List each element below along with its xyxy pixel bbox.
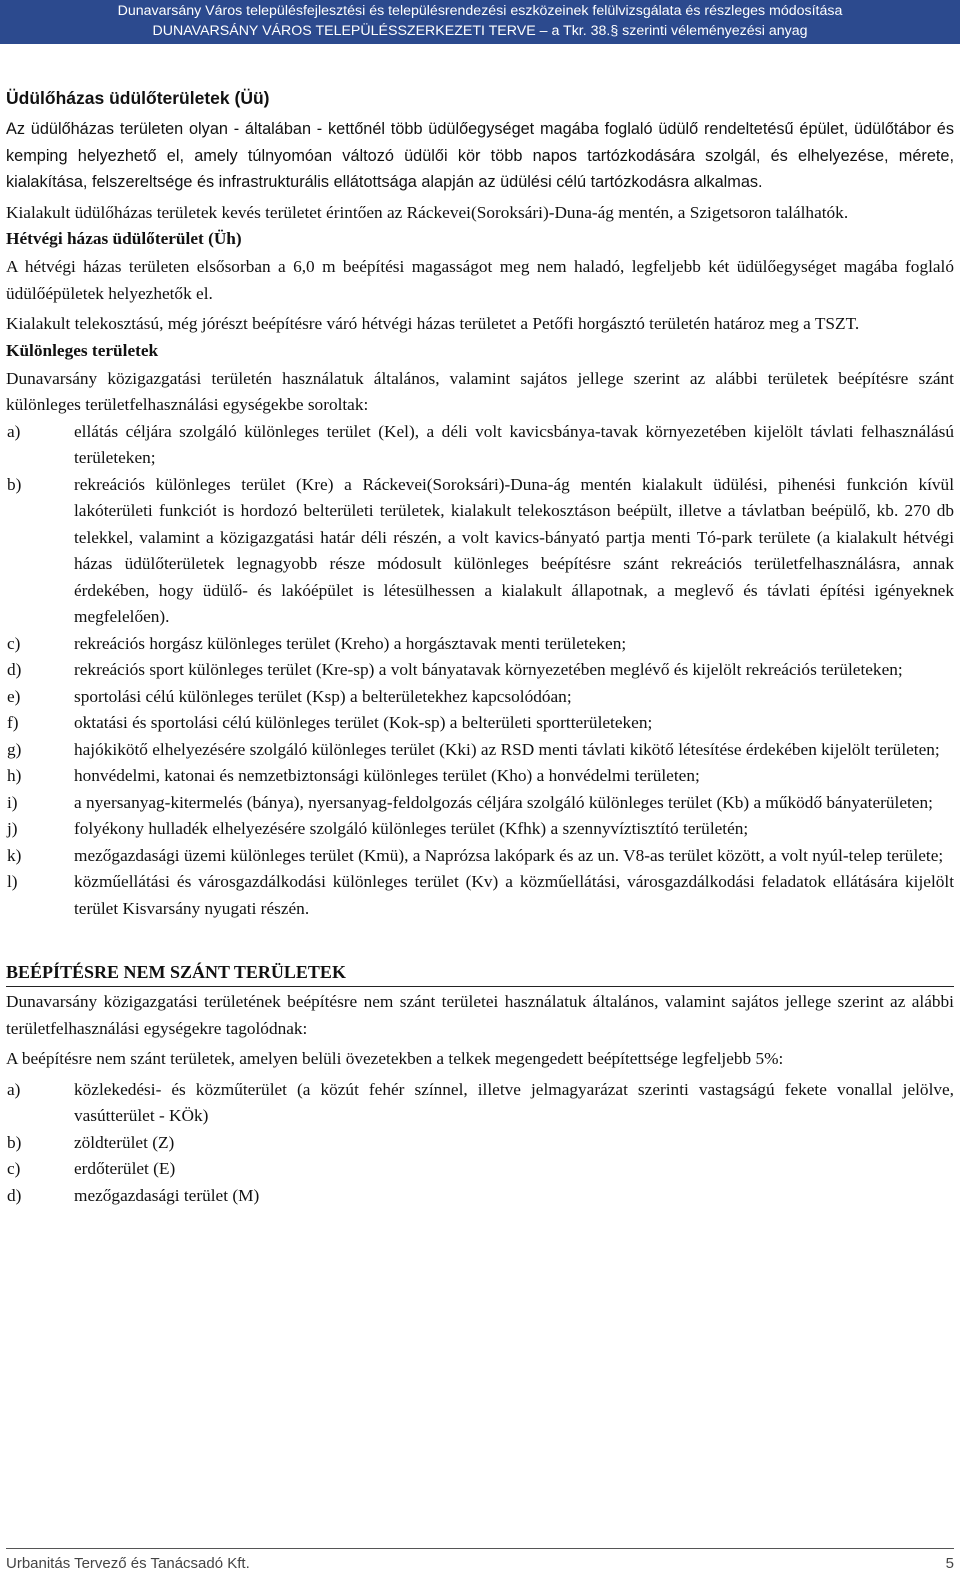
paragraph-uu-2: Kialakult üdülőházas területek kevés területet érintően az Ráckevei(Soroksári)-Duna-ág mentén, a Szigetsoron találhatók. xyxy=(6,202,849,222)
page-footer xyxy=(6,1548,954,1572)
list-item-text: mezőgazdasági üzemi különleges terület (Kmü), a Naprózsa lakópark és az un. V8-as terület között, a volt nyúl-telep területe; xyxy=(74,845,944,865)
list-item-label: c) xyxy=(7,633,21,653)
paragraph-uh-2: Kialakult telekosztású, még jórészt beépítésre váró hétvégi házas területet a Petőfi horgásztó területén határoz meg a TSZT. xyxy=(6,314,860,333)
list-item xyxy=(6,869,954,922)
list-item-label: b) xyxy=(7,474,22,494)
list-item xyxy=(6,843,954,870)
list-item-text: zöldterület (Z) xyxy=(74,1132,175,1152)
list-item-label: c) xyxy=(7,1159,21,1178)
list-item-text: folyékony hulladék elhelyezésére szolgáló különleges terület (Kfhk) a szennyvíztisztító területén; xyxy=(74,819,749,838)
list-item-label: g) xyxy=(7,739,22,759)
section-title-nem-szant: BEÉPÍTÉSRE NEM SZÁNT TERÜLETEK xyxy=(6,960,954,987)
list-item-label: d) xyxy=(7,660,22,679)
list-item xyxy=(6,1077,954,1130)
list-item xyxy=(6,1183,954,1210)
list-item xyxy=(6,472,954,631)
paragraph-uu-1: Az üdülőházas területen olyan - általában - kettőnél több üdülőegységet magába foglaló üdülő rendeltetésű épület, üdülőtábor és kemping helyezhető el, amely túlnyomóan változó üdülői kör több napos tartózkodására szolgál, és elhelyezése, mérete, kialakítása, felszereltsége és infrastrukturális ellátottsága alapján az üdülési célú tartózkodásra alkalmas. xyxy=(6,120,954,191)
footer-company: Urbanitás Tervező és Tanácsadó Kft. xyxy=(6,1555,250,1572)
list-item xyxy=(6,816,954,843)
list-item-label: i) xyxy=(7,792,18,812)
list-item-label: d) xyxy=(7,1185,22,1205)
list-item-label: a) xyxy=(7,1079,21,1099)
list-item-label: l) xyxy=(7,872,18,891)
list-item-label: k) xyxy=(7,845,22,865)
list-item-text: rekreációs különleges terület (Kre) a Ráckevei(Soroksári)-Duna-ág mentén kialakult üdülési, pihenési funkción kívül lakóterületi funkciót is hordozó belterületi területek, kialakult telekosztáson beépült, illetve a távlatban beépülő, kb. 270 db telekkel, valamint a közigazgatási határ déli részén, a volt kavics-bányató partja menti Tó-park területe (a kialakult hétvégi házas üdülőterületek legnagyobb része módosult különleges beépítésre szánt rekreációs területfelhasználásra, annak érdekében, hogy üdülő- és lakóépület is létesülhessen a kialakult állapotnak, a meglevő és távlati építési igényeknek megfelelően). xyxy=(74,474,954,626)
list-item xyxy=(6,1156,954,1183)
list-item-label: e) xyxy=(7,686,21,706)
header-line-2: DUNAVARSÁNY VÁROS TELEPÜLÉSSZERKEZETI TERVE – a Tkr. 38.§ szerinti véleményezési anyag xyxy=(152,23,808,39)
kulonleges-list xyxy=(6,419,954,923)
list-item xyxy=(6,419,954,472)
header-line-1: Dunavarsány Város településfejlesztési és településrendezési eszközeinek felülvizsgálata és részleges módosítása xyxy=(117,3,843,19)
list-item-label: f) xyxy=(7,713,19,732)
list-item-text: a nyersanyag-kitermelés (bánya), nyersanyag-feldolgozás céljára szolgáló különleges terület (Kb) a működő bányaterületen; xyxy=(74,792,933,812)
section-title-uu: Üdülőházas üdülőterületek (Üü) xyxy=(6,88,270,108)
list-item xyxy=(6,737,954,764)
list-item-label: j) xyxy=(7,819,18,838)
paragraph-uh-1: A hétvégi házas területen elsősorban a 6,0 m beépítési magasságot meg nem haladó, legfeljebb két üdülőegységet magába foglaló üdülőépületek helyezhetők el. xyxy=(6,257,954,303)
list-item-text: hajókikötő elhelyezésére szolgáló különleges terület (Kki) az RSD menti távlati kikötő létesítése érdekében kijelölt területen; xyxy=(74,739,940,759)
list-item-text: honvédelmi, katonai és nemzetbiztonsági különleges terület (Kho) a honvédelmi területen; xyxy=(74,766,700,785)
section-uduloházas xyxy=(6,86,954,196)
footer-page-number: 5 xyxy=(945,1555,954,1572)
section-title-kulonleges: Különleges területek xyxy=(6,340,159,360)
list-item-text: mezőgazdasági terület (M) xyxy=(74,1185,260,1205)
section-title-uh: Hétvégi házas üdülőterület (Üh) xyxy=(6,229,242,248)
page-header xyxy=(0,0,960,44)
list-item-text: rekreációs sport különleges terület (Kre-sp) a volt bányatavak környezetében meglévő és kijelölt rekreációs területeken; xyxy=(74,660,903,679)
list-item xyxy=(6,684,954,711)
paragraph-nem-szant-2: A beépítésre nem szánt területek, amelyen belüli övezetekben a telkek megengedett beépítettsége legfeljebb 5%: xyxy=(6,1049,784,1068)
list-item xyxy=(6,710,954,737)
list-item-text: rekreációs horgász különleges terület (Kreho) a horgásztavak menti területeken; xyxy=(74,633,627,653)
list-item-text: közműellátási és városgazdálkodási különleges terület (Kv) a közműellátási, városgazdálkodási feladatok ellátására kijelölt terület Kisvarsány nyugati részén. xyxy=(74,872,954,918)
list-item-text: sportolási célú különleges terület (Ksp) a belterületekhez kapcsolódóan; xyxy=(74,686,572,706)
list-item-label: h) xyxy=(7,766,22,785)
list-item-text: ellátás céljára szolgáló különleges terület (Kel), a déli volt kavicsbánya-tavak környezetében kijelölt távlati felhasználású területeken; xyxy=(74,421,954,467)
list-item-label: b) xyxy=(7,1132,22,1152)
list-item-text: közlekedési- és közműterület (a közút fehér színnel, illetve jelmagyarázat szerinti vastagságú fekete vonallal jelölve, vasútterület - KÖk) xyxy=(74,1079,954,1125)
list-item xyxy=(6,657,954,684)
list-item xyxy=(6,631,954,658)
nem-szant-list xyxy=(6,1077,954,1210)
list-item xyxy=(6,790,954,817)
list-item xyxy=(6,763,954,790)
paragraph-nem-szant-1: Dunavarsány közigazgatási területének beépítésre nem szánt területei használatuk általános, valamint sajátos jellege szerint az alábbi területfelhasználási egységekre tagolódnak: xyxy=(6,992,954,1038)
list-item-text: oktatási és sportolási célú különleges terület (Kok-sp) a belterületi sportterületeken; xyxy=(74,713,653,732)
paragraph-kulonleges-intro: Dunavarsány közigazgatási területén használatuk általános, valamint sajátos jellege szerint az alábbi területek beépítésre szánt különleges területfelhasználási egységekbe soroltak: xyxy=(6,368,954,414)
list-item-label: a) xyxy=(7,421,21,441)
document-body xyxy=(6,82,954,1209)
list-item xyxy=(6,1130,954,1157)
list-item-text: erdőterület (E) xyxy=(74,1159,176,1178)
